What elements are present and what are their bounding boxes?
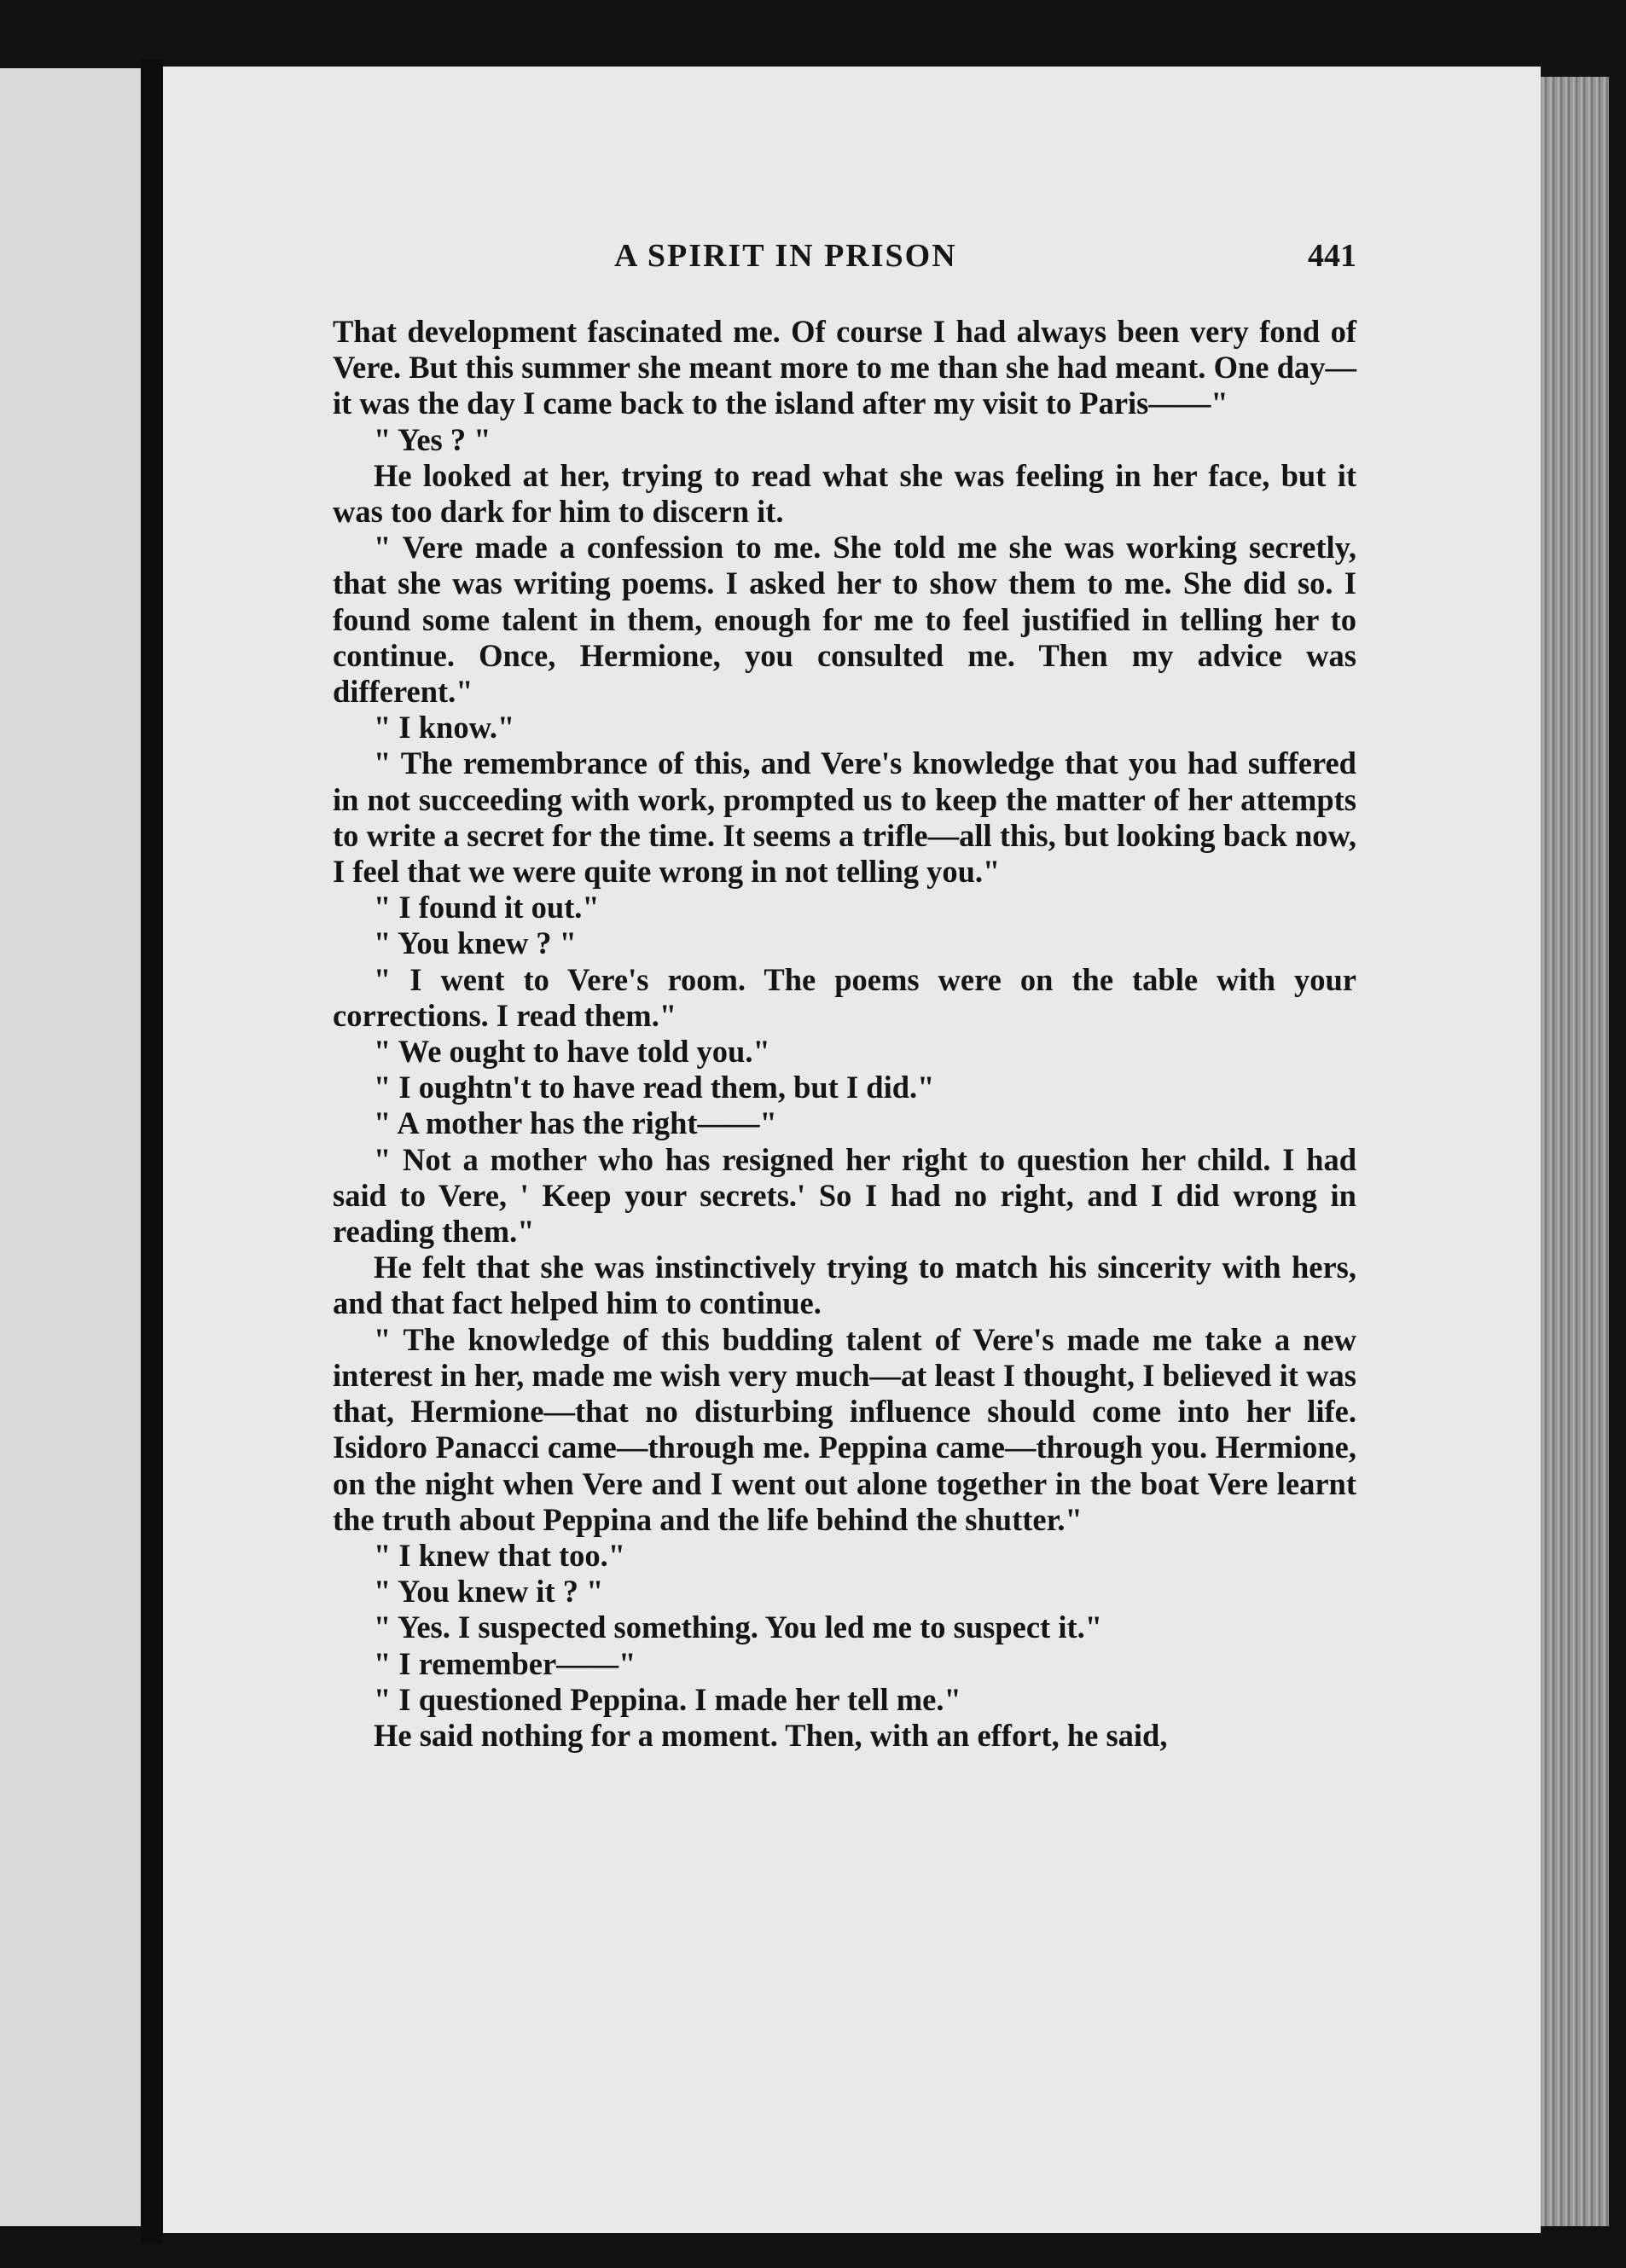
page-number: 441 <box>1308 238 1356 274</box>
paragraph: He said nothing for a moment. Then, with an effort, he said, <box>374 1717 1168 1753</box>
paragraph: That development fascinated me. Of course I had always been very fond of Vere. But this summer she meant more to me than she had meant. One day—it was the day I came back to the island after my visit to Paris——" <box>333 314 1356 421</box>
facing-page <box>0 68 141 2226</box>
paragraph: " I remember——" <box>374 1645 636 1681</box>
paragraph: " You knew it ? " <box>374 1574 604 1610</box>
paragraph: " I know." <box>374 710 515 745</box>
paragraph: " Vere made a confession to me. She told me she was working secretly, that she was writing poems. I asked her to show them to me. She did so. I found some talent in them, enough for me to feel justified in telling her to continue. Once, Hermione, you consulted me. Then my advice was different." <box>333 530 1356 710</box>
paragraph: " I found it out." <box>374 890 600 925</box>
book-gutter <box>141 60 163 2243</box>
paragraph: He looked at her, trying to read what she was feeling in her face, but it was too dark for him to discern it. <box>333 457 1356 530</box>
paragraph: " The remembrance of this, and Vere's knowledge that you had suffered in not succeeding with work, prompted us to keep the matter of her attempts to write a secret for the time. It seems a trifle—all this, but looking back now, I feel that we were quite wrong in not telling you." <box>333 745 1356 890</box>
page-edges <box>1541 77 1609 2226</box>
paragraph: " The knowledge of this budding talent of Vere's made me take a new interest in her, made me wish very much—at least I thought, I believed it was that, Hermione—that no disturbing influence should come into her life. Isidoro Panacci came—through me. Peppina came—through you. Hermione, on the night when Vere and I went out alone together in the boat Vere learnt the truth about Peppina and the life behind the shutter." <box>333 1321 1356 1537</box>
running-title: A SPIRIT IN PRISON <box>614 238 957 274</box>
paragraph: " Yes. I suspected something. You led me to suspect it." <box>374 1610 1103 1645</box>
paragraph: " Not a mother who has resigned her right to question her child. I had said to Vere, ' Keep your secrets.' So I had no right, and I did wrong in reading them." <box>333 1141 1356 1250</box>
paragraph: " I went to Vere's room. The poems were on the table with your corrections. I read them." <box>333 961 1356 1033</box>
body-text <box>333 314 1356 2045</box>
paragraph: " I oughtn't to have read them, but I did." <box>374 1070 935 1105</box>
paragraph: " A mother has the right——" <box>374 1105 777 1141</box>
paragraph: " We ought to have told you." <box>374 1034 770 1070</box>
paragraph: " You knew ? " <box>374 925 577 961</box>
running-header <box>333 237 1356 288</box>
paragraph: " I knew that too." <box>374 1537 626 1573</box>
paragraph: " Yes ? " <box>374 421 491 457</box>
paragraph: He felt that she was instinctively trying to match his sincerity with hers, and that fact helped him to continue. <box>333 1250 1356 1321</box>
paragraph: " I questioned Peppina. I made her tell me." <box>374 1681 961 1717</box>
